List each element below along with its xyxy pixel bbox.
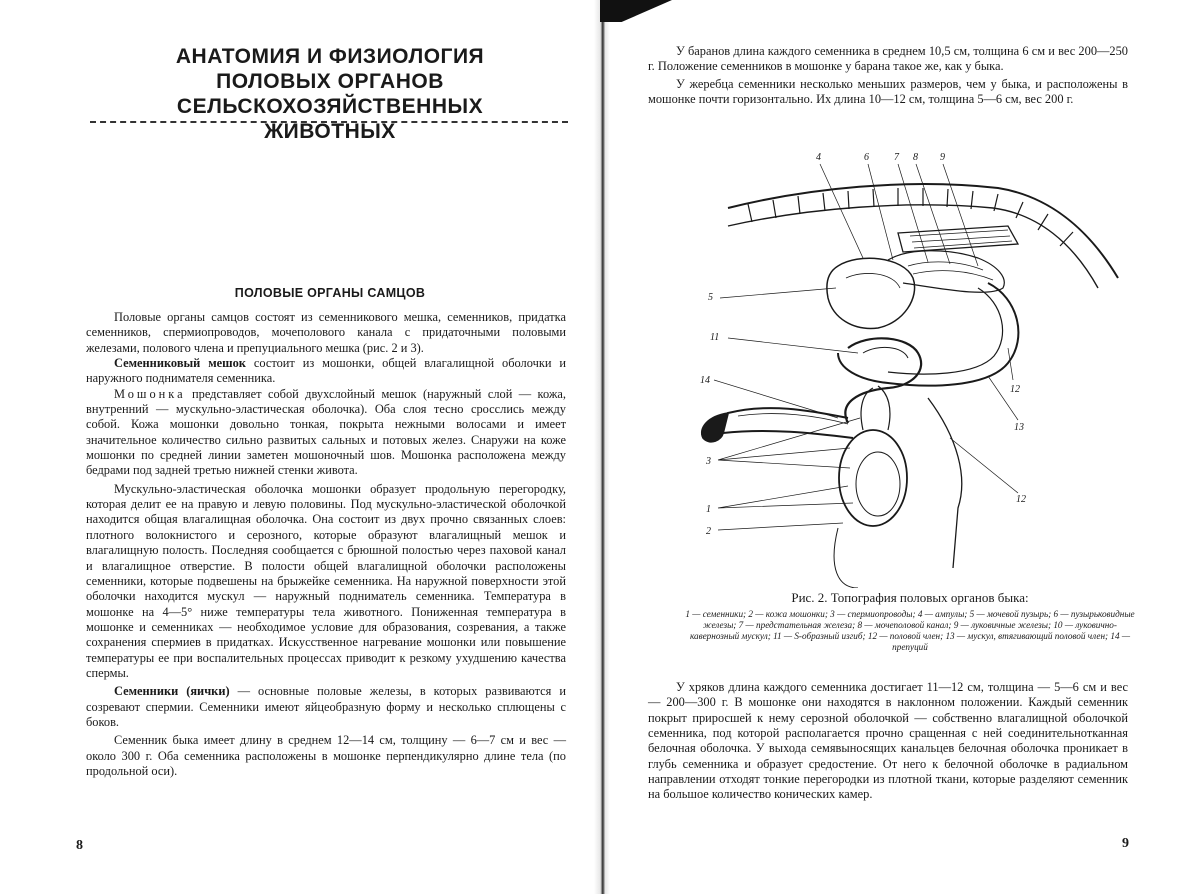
figure-label: 12 bbox=[1010, 384, 1020, 395]
paragraph bbox=[86, 684, 566, 730]
figure-legend: 1 — семенники; 2 — кожа мошонки; 3 — спермиопроводы; 4 — ампулы; 5 — мочевой пузырь; 6 — пузырьковидные железы; 7 — предстательная железа; 8 — мочеполовой канал; 9 — луковичные железы; 10 — луковично-кавернозный мускул; 11 — S-образный изгиб; 12 — половой член; 13 — мускул, втягивающий половой член; 14 — препуций bbox=[685, 609, 1135, 652]
figure-label: 6 bbox=[864, 152, 869, 163]
figure-label: 14 bbox=[700, 375, 710, 386]
paragraph: Семенник быка имеет длину в среднем 12—14 см, толщину — 6—7 см и вес — около 300 г. Оба семенника расположены в мошонке перпендикулярно длине тела (по продольной оси). bbox=[86, 733, 566, 778]
figure-label: 2 bbox=[706, 526, 711, 537]
term: Семенниковый мешок bbox=[114, 356, 246, 371]
section-title: ПОЛОВЫЕ ОРГАНЫ САМЦОВ bbox=[234, 286, 426, 300]
term: Семенники (яички) bbox=[114, 684, 230, 699]
paragraph-text: состоит из мошонки, общей влагалищной оболочки и наружного поднимателя семенника. bbox=[86, 356, 566, 386]
page-number: 9 bbox=[1122, 836, 1129, 851]
paragraph: Половые органы самцов состоят из семенникового мешка, семенников, придатка семенников, спермиопроводов, мочеполового канала с придаточными половыми железами, полового члена и препуциального мешка (рис. 2 и 3). bbox=[86, 310, 566, 355]
title-rule bbox=[90, 121, 568, 123]
paragraph: У жеребца семенники несколько меньших размеров, чем у быка, и расположены в мошонке почти горизонтально. Их длина 10—12 см, толщина 5—6 см, вес 200 г. bbox=[648, 76, 1128, 107]
figure-label: 11 bbox=[710, 332, 720, 343]
page-number: 8 bbox=[76, 838, 83, 853]
figure-label: 1 bbox=[706, 504, 711, 515]
figure-label: 12 bbox=[1016, 494, 1026, 505]
paragraph-text: представляет собой двухслойный мешок (наружный слой — кожа, внутренний — мускульно-эластическая оболочка). Оба слоя тесно сросслись между собой. Кожа мошонки довольно тонкая, покрыта нежными волосами и имеет значительное количество сильно развитых сальных и потовых желез. Снаружи на коже мошонки по средней линии заметен мошоночный шов. Мошонка расположена между бедрами под задней третью нижней стенки живота. bbox=[86, 386, 566, 478]
paragraph-text: — основные половые железы, в которых развиваются и созревают спермии. Семенники имеют яйцеобразную форму и несколько сплющены с боков. bbox=[86, 684, 566, 729]
right-page bbox=[600, 0, 1200, 894]
paragraph bbox=[86, 356, 566, 387]
paragraph: У баранов длина каждого семенника в среднем 10,5 см, толщина 6 см и вес 200—250 г. Положение семенников в мошонке у барана такое же, как у быка. bbox=[648, 44, 1128, 74]
figure-label: 9 bbox=[940, 152, 945, 163]
figure-title: Рис. 2. Топография половых органов быка: bbox=[791, 590, 1029, 605]
left-body-text bbox=[86, 310, 566, 779]
anatomy-figure bbox=[688, 148, 1148, 588]
paragraph bbox=[86, 387, 566, 479]
figure-label: 4 bbox=[816, 152, 821, 163]
figure-label: 5 bbox=[708, 292, 713, 303]
term: Мошонка bbox=[114, 386, 186, 401]
paragraph: У хряков длина каждого семенника достигает 11—12 см, толщина — 5—6 см и вес — 200—300 г. В мошонке они находятся в наклонном положении. Каждый семенник покрыт приросшей к нему серозной оболочкой — собственно влагалищной оболочкой семенника, под которой располагается прочно сращенная с ней соединительнотканная белочная оболочка. У выхода семявыносящих канальцев белочная оболочка проникает в глубь семенника и образует средостение. От него к белочной оболочке в радиальном направлении отходят тонкие перегородки из плотной ткани, которые разделяют семенник на большое количество конических камер. bbox=[648, 680, 1128, 802]
figure-caption bbox=[680, 590, 1140, 653]
figure-label: 3 bbox=[706, 456, 711, 467]
figure-label: 8 bbox=[913, 152, 918, 163]
bull-reproductive-anatomy-drawing bbox=[688, 148, 1148, 588]
figure-label: 13 bbox=[1014, 422, 1024, 433]
right-top-text bbox=[648, 44, 1128, 109]
figure-label: 7 bbox=[894, 152, 899, 163]
right-bottom-text bbox=[648, 680, 1128, 805]
paragraph: Мускульно-эластическая оболочка мошонки образует продольную перегородку, которая делит ее на правую и левую половины. Под мускульно-эластической оболочкой находится общая влагалищная оболочка. Она состоит из двух прочно связанных слоев: плотного волокнистого и серозного, которые образуют влагалищный мешок и влагалищную полость. Последняя сообщается с брюшной полостью через паховой канал и влагалищное отверстие. В полости общей влагалищной оболочки расположены семенники, которые подвешены на брыжейке семенника. На наружной поверхности этой оболочки находится мускул — наружный подниматель семенника. Температура в мошонке на 4—5° ниже температуры тела животного. Пониженная температура в мошонке и семенниках — необходимое условие для образования, созревания, а также сохранения спермиев в придатках. Искусственное нагревание мошонки или повышение температуры ее при воспалительных процессах приводит к резкому ухудшению качества спермы. bbox=[86, 481, 566, 680]
chapter-title: АНАТОМИЯ И ФИЗИОЛОГИЯ ПОЛОВЫХ ОРГАНОВ СЕЛЬСКОХОЗЯЙСТВЕННЫХ ЖИВОТНЫХ bbox=[175, 45, 485, 143]
